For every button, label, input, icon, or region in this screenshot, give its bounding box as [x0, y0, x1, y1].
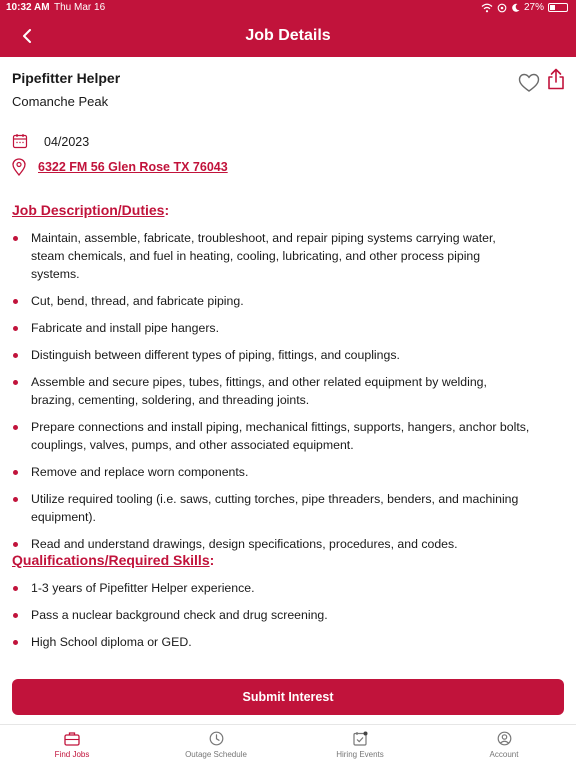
list-item: Prepare connections and install piping, mechanical fittings, supports, hangers, anchor bolts, couplings, valves, pumps, and other associated equipment.: [12, 418, 532, 454]
share-icon[interactable]: [546, 68, 566, 90]
tab-label: Account: [489, 750, 519, 759]
list-item: Fabricate and install pipe hangers.: [12, 319, 532, 337]
app-header: [0, 0, 576, 57]
status-bar: [0, 0, 576, 16]
list-item: Utilize required tooling (i.e. saws, cutting torches, pipe threaders, benders, and machining equipment).: [12, 490, 532, 526]
tab-bar: [0, 724, 576, 768]
list-item: High School diploma or GED.: [12, 633, 532, 651]
duties-heading-text: Job Description/Duties: [12, 202, 165, 218]
qualifications-list: [12, 579, 532, 660]
page-title: Job Details: [245, 27, 331, 44]
tab-find-jobs[interactable]: [0, 725, 144, 768]
moon-icon: [511, 3, 520, 13]
battery-percent: 27%: [523, 2, 544, 13]
briefcase-icon: [64, 731, 80, 746]
status-date: Thu Mar 16: [54, 2, 106, 13]
location-services-icon: [497, 3, 507, 13]
tab-outage-schedule[interactable]: [144, 725, 288, 768]
address-link[interactable]: 6322 FM 56 Glen Rose TX 76043: [38, 160, 228, 174]
status-indicators: [481, 2, 568, 13]
tab-label: Outage Schedule: [185, 750, 247, 759]
account-icon: [497, 731, 512, 746]
tab-label: Hiring Events: [336, 750, 384, 759]
tab-account[interactable]: [432, 725, 576, 768]
job-date: 04/2023: [44, 135, 90, 149]
qualifications-heading-text: Qualifications/Required Skills: [12, 552, 210, 568]
list-item: Maintain, assemble, fabricate, troubleshoot, and repair piping systems carrying water, steam chemicals, and fuel in heating, cooling, lubricating, and other process piping systems.: [12, 229, 532, 283]
duties-list: [12, 229, 532, 562]
status-time: 10:32 AM: [6, 2, 50, 13]
qualifications-heading: Qualifications/Required Skills:: [12, 552, 215, 568]
list-item: Assemble and secure pipes, tubes, fittings, and other related equipment by welding, brazing, cementing, soldering, and threading joints.: [12, 373, 532, 409]
wifi-icon: [481, 3, 493, 13]
calendar-check-icon: [353, 731, 368, 746]
calendar-icon: [12, 133, 28, 149]
list-item: Read and understand drawings, design specifications, procedures, and codes.: [12, 535, 532, 553]
duties-heading: Job Description/Duties:: [12, 202, 170, 218]
list-item: 1-3 years of Pipefitter Helper experience.: [12, 579, 532, 597]
battery-icon: [548, 3, 568, 12]
map-pin-icon: [11, 158, 27, 176]
job-location: Comanche Peak: [12, 94, 109, 109]
clock-icon: [209, 731, 224, 746]
list-item: Distinguish between different types of piping, fittings, and couplings.: [12, 346, 532, 364]
tab-hiring-events[interactable]: [288, 725, 432, 768]
heart-icon[interactable]: [518, 73, 540, 93]
list-item: Remove and replace worn components.: [12, 463, 532, 481]
submit-interest-button[interactable]: Submit Interest: [12, 679, 564, 715]
tab-label: Find Jobs: [54, 750, 90, 759]
list-item: Pass a nuclear background check and drug screening.: [12, 606, 532, 624]
job-title: Pipefitter Helper: [12, 70, 121, 86]
list-item: Cut, bend, thread, and fabricate piping.: [12, 292, 532, 310]
